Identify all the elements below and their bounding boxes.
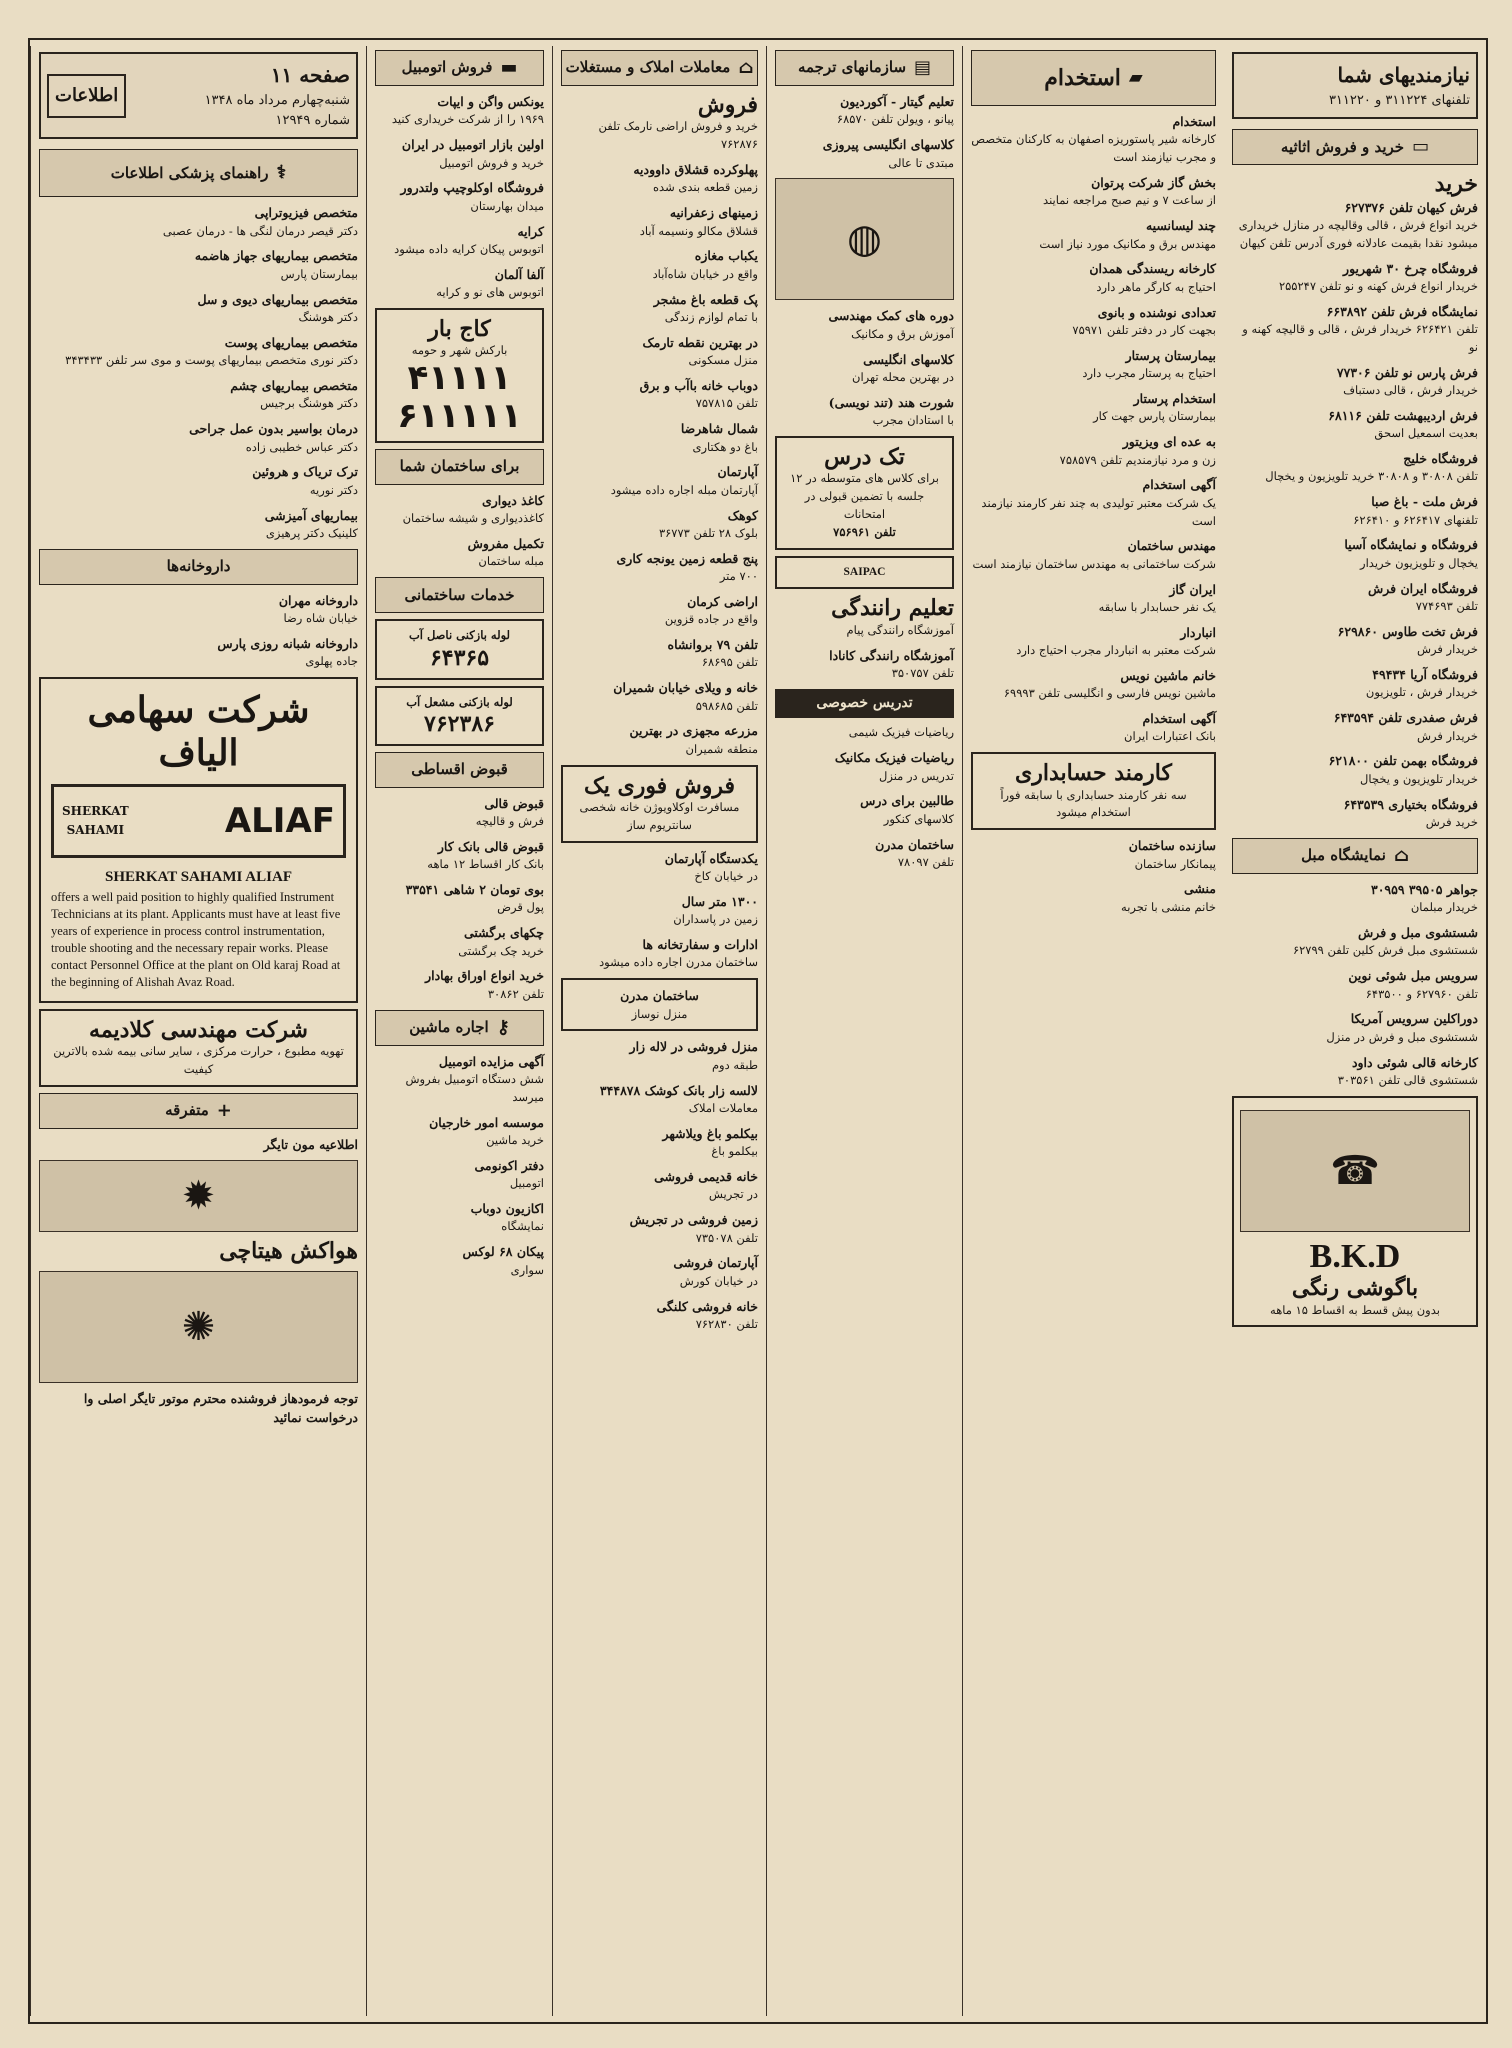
classified-ad: فرش تخت طاوس ۶۲۹۸۶۰ خریدار فرش — [1337, 623, 1478, 657]
classified-ad: در بهترین نقطه تارمک منزل مسکونی — [642, 334, 758, 368]
classified-ad: منزل فروشی در لاله زار طبقه دوم — [629, 1039, 758, 1072]
classified-ad: پنج قطعه زمین یونجه کاری ۷۰۰ متر — [616, 550, 758, 584]
classified-ad: چند لیسانسیه مهندس برق و مکانیک مورد نیاز است — [1039, 218, 1216, 251]
classified-ad: فرش پارس نو تلفن ۷۷۳۰۶ خریدار فرش ، قالی دستباف — [1336, 364, 1478, 398]
classified-ad: آپارتمان فروشی در خیابان کورش — [673, 1255, 758, 1288]
newspaper-page — [28, 38, 1488, 2024]
classified-ad: تعلیم گیتار - آکوردیون پیانو ، ویولن تلفن ۶۸۵۷۰ — [836, 94, 954, 127]
classified-ad: پیکان ۶۸ لوکس سواری — [462, 1244, 544, 1277]
classified-ad: متخصص بیماریهای چشم دکتر هوشنگ برجیس — [230, 378, 358, 411]
classified-ad: مزرعه مجهزی در بهترین منطقه شمیران — [629, 723, 758, 756]
footer-notice: توجه فرمودهاز فروشنده محترم موتور تایگر اصلی وا درخواست نمائید — [83, 1390, 358, 1425]
fan-image: ✺ — [39, 1271, 358, 1383]
classified-ad: طالبین برای درس کلاسهای کنکور — [860, 793, 954, 826]
section-header-building-services: خدمات ساختمانی — [375, 577, 544, 613]
classified-ad: آپارتمان آپارتمان مبله اجاره داده میشود — [610, 464, 758, 497]
classified-ad: دوراکلین سرویس آمریکا شستشوی مبل و فرش در منزل — [1326, 1011, 1478, 1044]
classified-ad: فروشگاه آریا ۴۹۴۳۴ خریدار فرش ، تلویزیون — [1365, 667, 1478, 700]
aliaf-en-body: offers a well paid position to highly qualified Instrument Technicians at its plant. Applicants must have at least five years of experience in process control instrumentation, trouble shooting and the necessary repair works. Please contact Personnel Office at the plant on Old karaj Road at the beginning of Alishah Avaz Road. — [51, 890, 341, 989]
kaj-bar-box — [375, 308, 544, 443]
classified-ad: فرش کیهان تلفن ۶۲۷۳۷۶ خرید انواع فرش ، قالی وقالیچه در منازل خریداری میشود نقدا بقیمت عادلانه فوری آدرس تلفن کیهان — [1238, 199, 1478, 250]
classified-ad: کلاسهای انگلیسی پیروزی مبتدی تا عالی — [822, 137, 954, 170]
pipe-cleaning-box-1: لوله بازکنی ناصل آب ۶۴۳۶۵ — [375, 619, 544, 679]
accounting-ad-box: کارمند حسابداری سه نفر کارمند حسابداری با سابقه فوراً استخدام میشود — [971, 752, 1216, 830]
classified-ad: بخش گاز شرکت پرتوان از ساعت ۷ و نیم صبح مراجعه نمایند — [1043, 175, 1216, 208]
classified-ad: فرش صفدری تلفن ۶۴۳۵۹۴ خریدار فرش — [1333, 710, 1478, 743]
sofa-icon: ▭ — [1412, 136, 1430, 158]
bkd-footer: بدون پیش قسط به اقساط ۱۵ ماهه — [1270, 1302, 1440, 1317]
classified-ad: شمال شاهرضا باغ دو هکتاری — [680, 421, 758, 454]
classified-ad: خانه فروشی کلنگی تلفن ۷۶۲۸۳۰ — [656, 1298, 758, 1331]
classified-ad: فروشگاه بهمن تلفن ۶۲۱۸۰۰ خریدار تلویزیون و یخچال — [1328, 753, 1478, 786]
classified-ad: خرید انواع اوراق بهادار تلفن ۳۰۸۶۲ — [425, 968, 544, 1001]
classified-ad: لالسه زار بانک کوشک ۳۴۴۸۷۸ معاملات املاک — [599, 1082, 758, 1115]
classified-ad: اکازیون دوباب نمایشگاه — [470, 1201, 544, 1234]
classified-ad: جواهر ۳۹۵۰۵ ۳۰۹۵۹ خریدار مبلمان — [1370, 881, 1478, 915]
classified-ad: بیماریهای آمیزشی کلینیک دکتر پرهیزی — [264, 507, 358, 540]
modern-building-box: ساختمان مدرن منزل نوساز — [561, 978, 758, 1031]
classified-ad: کارخانه ریسندگی همدان احتیاج به کارگر ماهر دارد — [1089, 261, 1216, 294]
aliaf-fa-logo: شرکت سهامی الیاف — [87, 689, 310, 775]
classified-ad: منشی خانم منشی با تجربه — [1121, 881, 1216, 914]
classified-ad: یکباب مغازه واقع در خیابان شاه‌آباد — [652, 248, 758, 281]
classified-ad: آموزشگاه رانندگی کانادا تلفن ۳۵۰۷۵۷ — [829, 647, 954, 680]
hitachi-title: هواکش هیتاچی — [219, 1238, 358, 1265]
classified-ad: زمینهای زعفرانیه قشلاق مکالو ونسیمه آباد — [639, 205, 758, 238]
house-icon: ⌂ — [738, 57, 754, 79]
classified-ad: به عده ای ویزیتور زن و مرد نیازمندیم تلفن ۷۵۸۵۷۹ — [1059, 434, 1216, 467]
classified-ad: کوهک بلوک ۲۸ تلفن ۳۶۷۷۳ — [658, 507, 758, 540]
section-header-jobs: ▰ استخدام — [971, 50, 1216, 106]
classified-ad: متخصص فیزیوتراپی دکتر قیصر درمان لنگی ها - درمان عصبی — [162, 205, 358, 238]
classified-ad: کرایه اتوبوس پیکان کرایه داده میشود — [394, 223, 544, 256]
section-header-rent: ⚷ اجاره ماشین — [375, 1010, 544, 1046]
briefcase-icon: ▰ — [1128, 67, 1143, 89]
classified-ad: پک قطعه باغ مشجر با تمام لوازم زندگی — [653, 291, 758, 324]
classified-ad: دوره های کمک مهندسی آموزش برق و مکانیک — [828, 308, 954, 341]
classified-ad: دفتر اکونومی اتومبیل — [474, 1157, 544, 1191]
urgent-sale-box: فروش فوری یک مسافرت اوکلاویوژن خانه شخصی سانتریوم ساز — [561, 765, 758, 843]
classified-ad: خانه قدیمی فروشی در تجریش — [654, 1168, 758, 1202]
page-number: صفحه ۱۱ — [270, 63, 350, 87]
classified-ad: قبوض قالی فرش و قالیچه — [475, 795, 544, 829]
medical-cup-icon: ⚕ — [276, 162, 287, 184]
classified-ad: متخصص بیماریهای جهاز هاضمه بیمارستان پارس — [194, 248, 358, 281]
classified-ad: قبوض قالی بانک کار بانک کار اقساط ۱۲ ماهه — [427, 838, 544, 872]
classified-ad: چکهای برگشتی خرید چک برگشتی — [458, 925, 544, 958]
classified-ad: فروشگاه بختیاری ۶۴۳۵۳۹ خرید فرش — [1343, 796, 1478, 829]
needs-phones: تلفنهای ۳۱۱۲۲۴ و ۳۱۱۲۲۰ — [1328, 93, 1470, 108]
classified-ad: موسسه امور خارجیان خرید ماشین — [429, 1114, 544, 1148]
classified-ad: بیمارستان پرستار احتیاج به پرستار مجرب دارد — [1082, 347, 1216, 381]
kharid-heading: خرید — [1434, 171, 1478, 198]
private-tutoring-band: تدریس خصوصی — [775, 689, 954, 719]
globe-illustration: ◍ — [775, 178, 954, 300]
classified-ad: یکدستگاه آپارتمان در خیابان کاخ — [664, 850, 758, 884]
section-header-misc: + متفرقه — [39, 1093, 358, 1129]
column-realestate — [552, 46, 766, 2016]
classified-ad: ریاضیات فیزیک شیمی — [848, 725, 954, 740]
aliaf-ad — [39, 677, 358, 1003]
classified-ad: فروش خرید و فروش اراضی نارمک تلفن ۷۶۲۸۷۶ — [598, 92, 758, 152]
section-header-services: ▤ سازمانهای ترجمه — [775, 50, 954, 86]
classified-ad: انباردار شرکت معتبر به انباردار مجرب احتیاج دارد — [1016, 624, 1216, 658]
classified-ad: سرویس مبل شوئی نوین تلفن ۶۲۷۹۶۰ و ۶۴۳۵۰۰ — [1348, 968, 1478, 1001]
classified-ad: یونکس واگن و ایپات ۱۹۶۹ را از شرکت خریداری کنید — [391, 94, 544, 127]
classified-ad: دوباب خانه باآب و برق تلفن ۷۵۷۸۱۵ — [639, 377, 758, 411]
needs-ad-list — [1232, 198, 1478, 832]
chair-icon: ⌂ — [1393, 844, 1409, 866]
classified-ad: پهلوکرده قشلاق داوودیه زمین قطعه بندی شده — [633, 162, 758, 195]
classified-ad: ادارات و سفارتخانه ها ساختمان مدرن اجاره داده میشود — [599, 937, 758, 970]
classified-ad: فروشگاه اوکلوچیپ ولتدرور میدان بهارستان — [400, 180, 544, 213]
classified-ad: نمایشگاه فرش تلفن ۶۶۳۸۹۲ تلفن ۶۲۶۴۲۱ خریدار فرش ، قالی و قالیچه کهنه و نو — [1242, 303, 1478, 354]
brand-logo: اطلاعات — [47, 74, 126, 118]
classified-ad: متخصص بیماریهای دیوی و سل دکتر هوشنگ — [197, 291, 358, 325]
classified-ad: فرش ملت - باغ صبا تلفنهای ۶۲۶۴۱۷ و ۶۲۶۴۱۰ — [1353, 494, 1478, 527]
kaj-bar-phone-1: ۴۱۱۱۱ — [407, 358, 512, 399]
classified-ad: فروشگاه خلیج تلفن ۳۰۸۰۸ و ۳۰۸۰۸ خرید تلویزیون و یخچال — [1265, 451, 1478, 484]
tak-dars-title: تک درس — [824, 443, 905, 470]
classified-ad: فروشگاه چرخ ۳۰ شهریور خریدار انواع فرش کهنه و نو تلفن ۲۵۵۲۴۷ — [1278, 260, 1478, 293]
kaj-bar-sub: بارکش شهر و حومه — [411, 343, 508, 358]
classified-ad: زمین فروشی در تجریش تلفن ۷۳۵۰۷۸ — [629, 1212, 758, 1245]
aliaf-en-heading: SHERKAT SAHAMI ALIAF — [105, 869, 292, 886]
classified-ad: داروخانه مهران خیابان شاه رضا — [278, 592, 358, 626]
classified-ad: فرش اردیبهشت تلفن ۶۸۱۱۶ بعدیت اسمعیل اسحق — [1328, 407, 1478, 441]
classified-ad: شورت هند (تند نویسی) با استادان مجرب — [828, 394, 954, 428]
column-jobs — [962, 46, 1224, 2016]
tak-dars-body: برای کلاس های متوسطه در ۱۲ جلسه با تضمین قبولی در امتحانات — [790, 471, 939, 521]
issue-date: شنبه‌چهارم مرداد ماه ۱۳۴۸ — [204, 93, 350, 108]
saipac-logo: SAIPAC — [775, 556, 954, 590]
tiger-emblem-image: ✹ — [39, 1160, 358, 1232]
column-left — [30, 46, 366, 2016]
classified-ad: اراضی کرمان واقع در جاده قزوین — [664, 593, 758, 627]
kaldimeh-ad: شرکت مهندسی کلادیمه تهویه مطبوع ، حرارت مرکزی ، سایر سانی بیمه شده بالاترین کیفیت — [39, 1009, 358, 1087]
column-services — [766, 46, 962, 2016]
classified-ad: درمان بواسیر بدون عمل جراحی دکتر عباس خطیبی زاده — [189, 421, 358, 454]
page-masthead — [39, 52, 358, 139]
classified-ad: بیکلمو باغ ویلاشهر بیکلمو باغ — [662, 1125, 758, 1159]
classified-ad: فروشگاه و نمایشگاه آسیا یخچال و تلویزیون خریدار — [1344, 537, 1478, 570]
bkd-ad-box — [1232, 1096, 1478, 1328]
aliaf-en-logo: SHERKAT SAHAMI ALIAF — [51, 784, 346, 859]
classified-ad: تکمیل مفروش مبله ساختمان — [467, 536, 544, 569]
classified-ad: آگهی استخدام یک شرکت معتبر تولیدی به چند نفر کارمند نیازمند است — [981, 477, 1216, 528]
needs-title: نیازمندیهای شما — [1337, 63, 1470, 87]
classified-ad: خانم ماشین نویس ماشین نویس فارسی و انگلیسی تلفن ۶۹۹۹۳ — [1003, 667, 1216, 701]
classified-ad: سازنده ساختمان پیمانکار ساختمان — [1128, 838, 1216, 871]
bkd-logo: B.K.D — [1309, 1237, 1401, 1275]
classified-ad: کلاسهای انگلیسی در بهترین محله تهران — [852, 351, 954, 384]
classified-ad: خانه و ویلای خیابان شمیران تلفن ۵۹۸۶۸۵ — [613, 680, 758, 713]
classified-ad: ۱۳۰۰ متر سال زمین در پاسداران — [673, 893, 758, 927]
column-needs — [1224, 46, 1486, 2016]
section-header-cars: ▬ فروش اتومبیل — [375, 50, 544, 86]
plus-icon: + — [216, 1099, 232, 1121]
intercom-device-image: ☎ — [1240, 1110, 1470, 1232]
classified-ad: مهندس ساختمان شرکت ساختمانی به مهندس ساختمان نیازمند است — [972, 538, 1216, 571]
classified-ad: ترک تریاک و هروئین دکتر نوریه — [252, 464, 358, 497]
section-header-construction: برای ساختمان شما — [375, 449, 544, 485]
section-header-installments: قبوض اقساطی — [375, 752, 544, 788]
car-icon: ▬ — [500, 57, 518, 79]
book-icon: ▤ — [914, 57, 932, 79]
classified-ad: تعلیم رانندگی آموزشگاه رانندگی پیام — [831, 595, 954, 637]
classified-ad: کاغذ دیواری کاغذدیواری و شیشه ساختمان — [402, 492, 544, 526]
section-header-medical: ⚕ راهنمای پزشکی اطلاعات — [39, 149, 358, 197]
classified-ad: آلفا آلمان اتوبوس های نو و کرایه — [436, 266, 544, 300]
section-header-pharmacy: داروخانه‌ها — [39, 549, 358, 585]
classified-ad: بوی تومان ۲ شاهی ۳۳۵۴۱ پول قرض — [405, 882, 544, 915]
classified-ad: ساختمان مدرن تلفن ۷۸۰۹۷ — [875, 836, 954, 870]
classified-ad: آگهی استخدام بانک اعتبارات ایران — [1124, 711, 1216, 744]
section-header-buy-sell: ▭ خرید و فروش اثاثیه — [1232, 129, 1478, 165]
kaj-bar-title: کاج بار — [428, 315, 491, 342]
bkd-subtitle: باگوشی رنگی — [1291, 1275, 1419, 1302]
tak-dars-phone: تلفن ۷۵۶۹۶۱ — [833, 524, 896, 539]
issue-number: شماره ۱۲۹۴۹ — [275, 113, 350, 129]
classified-ad: فروشگاه ایران فرش تلفن ۷۷۴۶۹۳ — [1368, 580, 1478, 614]
key-icon: ⚷ — [496, 1016, 510, 1038]
classified-ad: تعدادی نوشنده و بانوی بجهت کار در دفتر تلفن ۷۵۹۷۱ — [1072, 304, 1216, 337]
classified-ad: متخصص بیماریهای پوست دکتر نوری متخصص بیماریهای پوست و موی سر تلفن ۳۴۳۴۳۳ — [65, 334, 358, 368]
classified-ad: کارخانه قالی شوئی داود شستشوی قالی تلفن ۳۰۳۵۶۱ — [1337, 1054, 1478, 1087]
section-header-realestate: ⌂ معاملات املاک و مستغلات — [561, 50, 758, 86]
kaj-bar-phone-2: ۶۱۱۱۱۱ — [397, 395, 522, 436]
classified-ad: شستشوی مبل و فرش شستشوی مبل فرش کلین تلفن ۶۲۷۹۹ — [1292, 924, 1478, 958]
tiger-notice: اطلاعیه مون تایگر — [263, 1136, 358, 1152]
classified-ad: تلفن ۷۹ بروانشاه تلفن ۶۸۶۹۵ — [667, 637, 758, 670]
classified-ad: ایران گاز یک نفر حسابدار با سابقه — [1098, 581, 1216, 614]
classified-ad: داروخانه شبانه روزی پارس جاده پهلوی — [217, 635, 358, 669]
needs-masthead — [1232, 52, 1478, 119]
section-header-furniture: ⌂ نمایشگاه مبل — [1232, 838, 1478, 874]
column-misc — [366, 46, 552, 2016]
pipe-cleaning-box-2: لوله بازکنی مشعل آب ۷۶۲۳۸۶ — [375, 686, 544, 746]
classified-ad: اولین بازار اتومبیل در ایران خرید و فروش اتومبیل — [401, 137, 544, 170]
classified-ad: آگهی مزایده اتومبیل شش دستگاه اتومبیل بفروش میرسد — [405, 1053, 544, 1104]
classified-ad: استخدام پرستار بیمارستان پارس جهت کار — [1093, 390, 1216, 424]
classified-ad: استخدام کارخانه شیر پاستوریزه اصفهان به کارکنان متخصص و مجرب نیازمند است — [971, 114, 1216, 165]
tak-dars-box — [775, 436, 954, 550]
classified-ad: ریاضیات فیزیک مکانیک تدریس در منزل — [834, 750, 954, 783]
